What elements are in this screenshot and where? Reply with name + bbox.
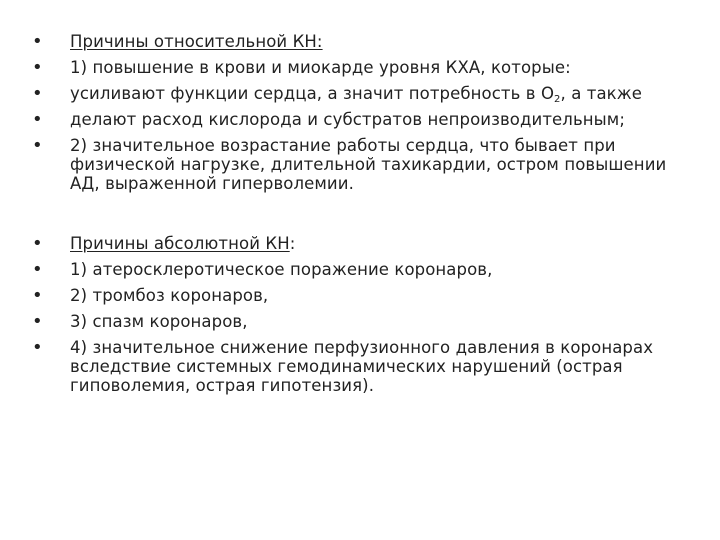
absolute-causes-list <box>32 234 692 402</box>
bullet-icon <box>32 312 42 331</box>
bullet-icon <box>32 234 42 253</box>
list-item-text: 4) значительное снижение перфузионного давления в коронарах вследствие системных гемодинамических нарушений (острая гиповолемия, острая гипотензия). <box>70 338 654 395</box>
list-item <box>32 286 692 305</box>
heading-colon: : <box>289 234 296 253</box>
relative-causes-list <box>32 32 692 200</box>
list-item-text: 3) спазм коронаров, <box>70 312 248 331</box>
list-item-text: делают расход кислорода и субстратов непроизводительным; <box>70 110 625 129</box>
bullet-icon <box>32 260 42 279</box>
list-item-text: усиливают функции сердца, а значит потребность в О <box>70 84 555 103</box>
list-item <box>32 338 692 395</box>
list-item <box>32 58 692 77</box>
bullet-icon <box>32 32 42 51</box>
bullet-icon <box>32 58 42 77</box>
list-item-text: , а также <box>560 84 642 103</box>
absolute-causes-heading: Причины абсолютной КН <box>70 234 290 253</box>
list-item <box>32 32 692 51</box>
subscript: 2 <box>554 94 561 105</box>
list-item <box>32 234 692 253</box>
list-item-text: 2) значительное возрастание работы сердца, что бывает при физической нагрузке, длительной тахикардии, остром повышении АД, выраженной гиперволемии. <box>70 136 667 193</box>
list-item-text: 1) атеросклеротическое поражение коронаров, <box>70 260 493 279</box>
bullet-icon <box>32 338 42 357</box>
bullet-icon <box>32 286 42 305</box>
list-item <box>32 312 692 331</box>
bullet-icon <box>32 110 42 129</box>
relative-causes-heading: Причины относительной КН: <box>70 32 323 51</box>
list-item <box>32 260 692 279</box>
list-item-text: 2) тромбоз коронаров, <box>70 286 269 305</box>
bullet-icon <box>32 136 42 155</box>
list-item <box>32 136 692 193</box>
bullet-icon <box>32 84 42 103</box>
list-item-text: 1) повышение в крови и миокарде уровня КХА, которые: <box>70 58 571 77</box>
list-item <box>32 84 692 103</box>
list-item <box>32 110 692 129</box>
